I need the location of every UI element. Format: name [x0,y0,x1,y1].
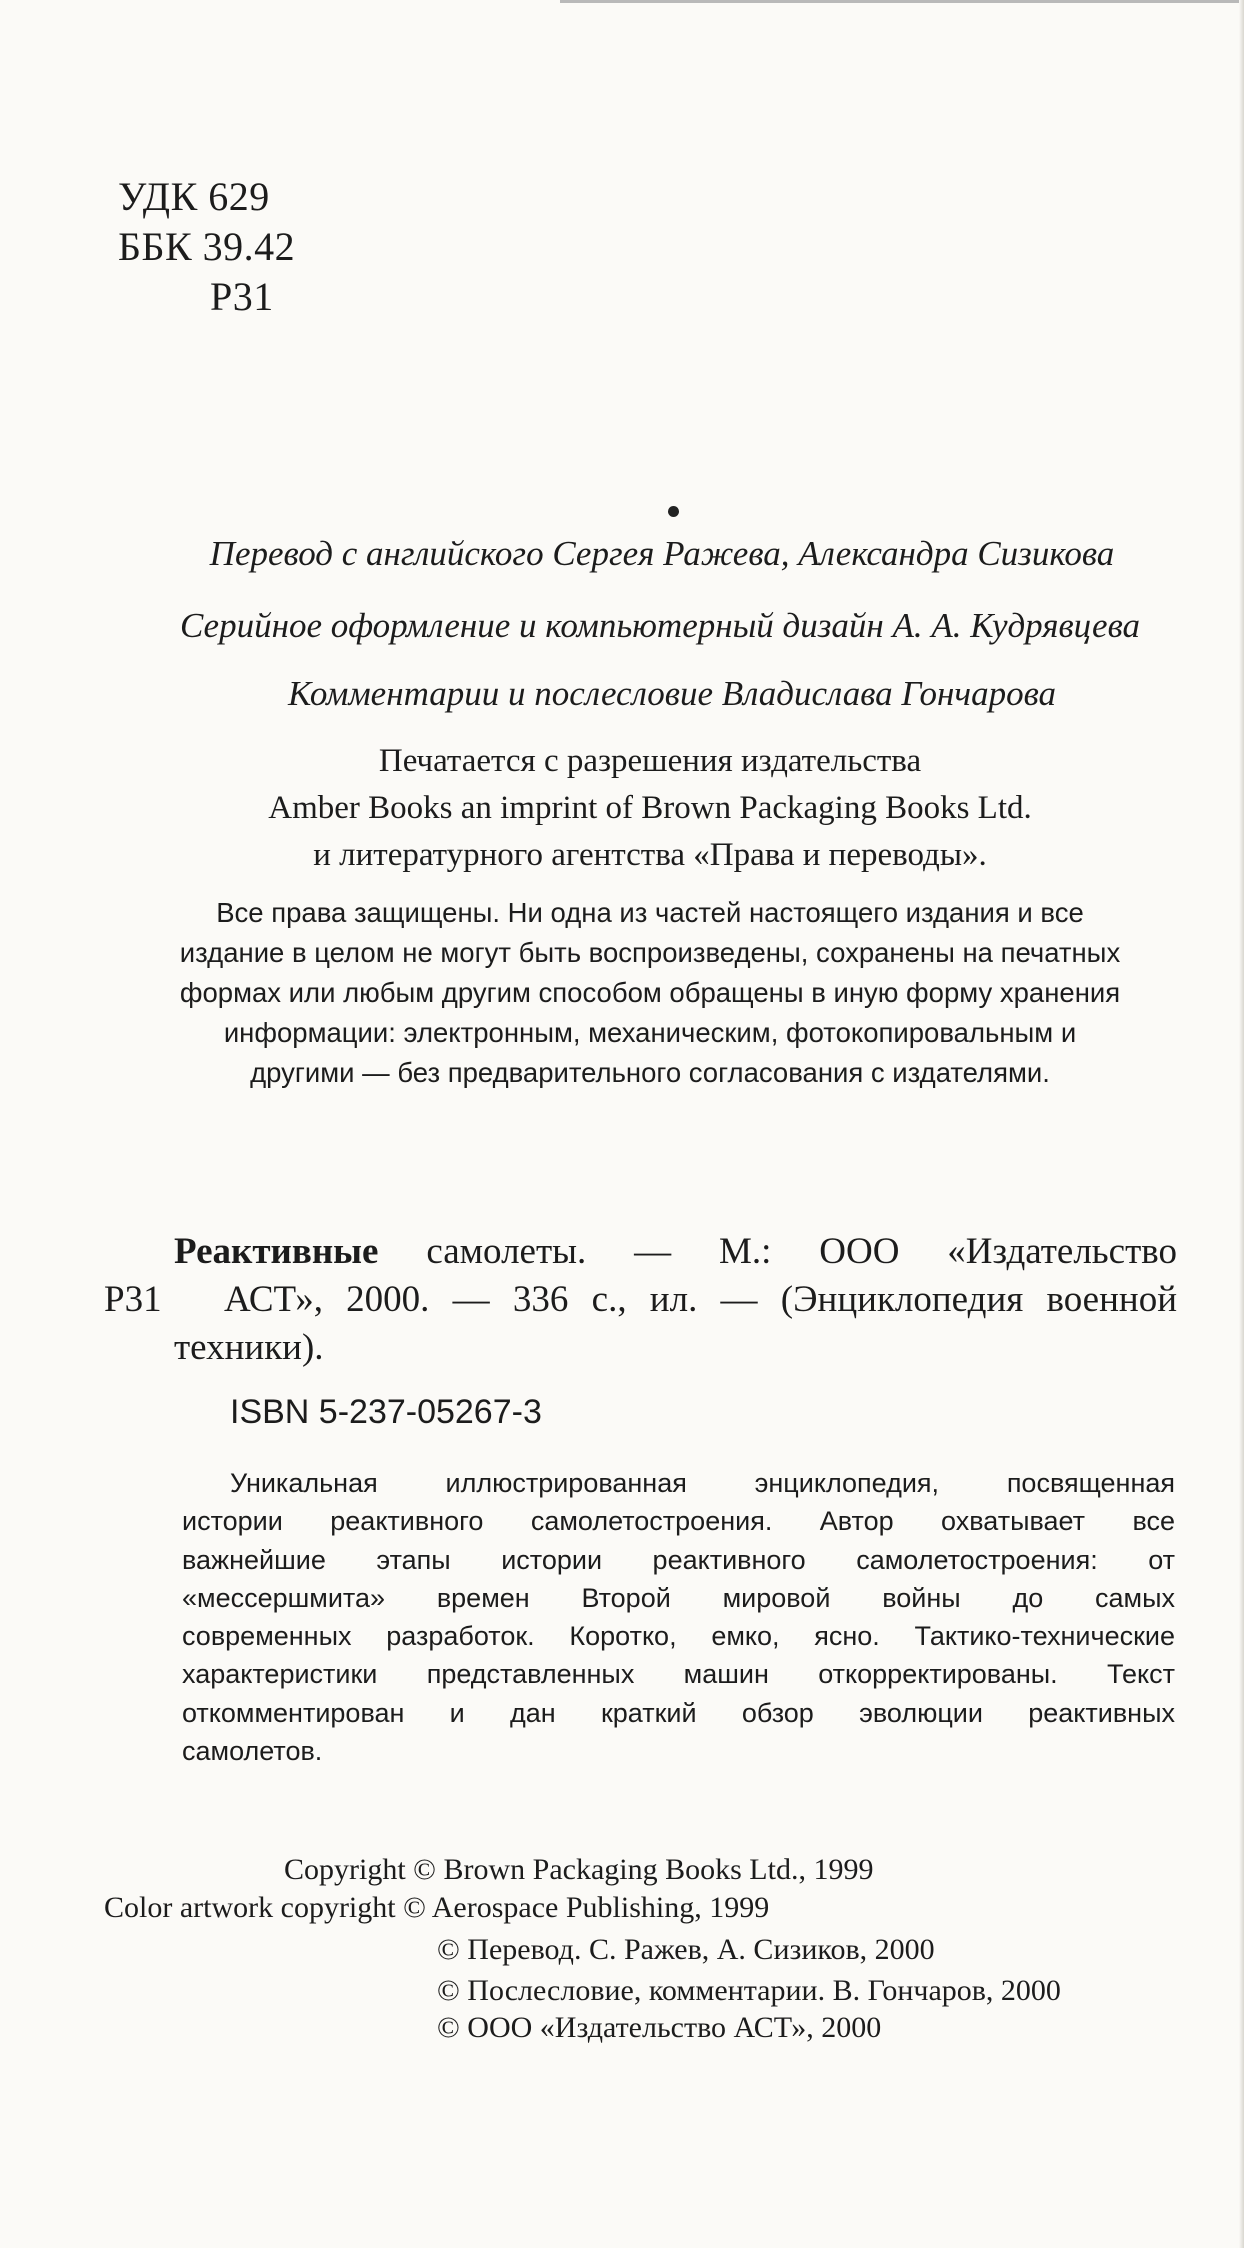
catalog-line-1 [174,1228,1177,1276]
copyright-line-1: Copyright © Brown Packaging Books Ltd., 1999 [284,1853,874,1886]
abstract-line: «мессершмита» времен Второй мировой войны до самых [182,1582,1175,1613]
design-credit: Серийное оформление и компьютерный дизайн А. А. Кудрявцева [179,606,1141,645]
udk-code: УДК 629 [118,174,270,219]
isbn: ISBN 5-237-05267-3 [230,1393,542,1431]
author-sign-code: Р31 [210,274,274,319]
copyright-line-2: Color artwork copyright © Aerospace Publishing, 1999 [104,1891,770,1924]
rights-line-1: Все права защищены. Ни одна из частей настоящего издания и все [216,897,1084,928]
rights-line-4: информации: электронным, механическим, фотокопировальным и [223,1017,1077,1048]
catalog-line-3: техники). [174,1327,324,1368]
catalog-line-2: АСТ», 2000. — 336 с., ил. — (Энциклопедия военной [224,1279,1177,1320]
copyright-line-5: © ООО «Издательство АСТ», 2000 [437,2011,882,2044]
catalog-line-1-rest: самолеты. — М.: ООО «Издательство [426,1231,1177,1272]
abstract-line: истории реактивного самолетостроения. Автор охватывает все [182,1506,1175,1537]
permission-line-1: Печатается с разрешения издательства [378,743,922,779]
scan-right-edge [1239,0,1244,2248]
bbk-code: ББК 39.42 [118,224,296,269]
abstract-line: современных разработок. Коротко, емко, ясно. Тактико-технические [182,1621,1175,1652]
abstract [182,1464,1175,1770]
rights-line-5: другими — без предварительного согласования с издателями. [250,1057,1050,1088]
scan-top-edge [560,0,1244,3]
abstract-line: характеристики представленных машин откорректированы. Текст [182,1659,1175,1690]
permission-line-2: Amber Books an imprint of Brown Packaging Books Ltd. [268,790,1032,826]
catalog-entry [174,1228,1177,1372]
copyright-line-4: © Послесловие, комментарии. В. Гончаров, 2000 [437,1974,1061,2007]
abstract-line: важнейшие этапы истории реактивного самолетостроения: от [182,1544,1175,1575]
rights-line-2: издание в целом не могут быть воспроизведены, сохранены на печатных [179,937,1121,968]
abstract-line: Уникальная иллюстрированная энциклопедия, посвященная [230,1468,1175,1498]
catalog-title: Реактивные [174,1231,379,1272]
rights-line-3: формах или любым другим способом обращены в иную форму хранения [179,977,1121,1008]
copyright-line-3: © Перевод. С. Ражев, А. Сизиков, 2000 [437,1933,935,1966]
abstract-line: самолетов. [182,1736,323,1767]
permission-line-3: и литературного агентства «Права и переводы». [313,837,987,873]
translation-credit: Перевод с английского Сергея Ражева, Александра Сизикова [209,534,1115,573]
abstract-line: откомментирован и дан краткий обзор эволюции реактивных [182,1697,1175,1728]
commentary-credit: Комментарии и послесловие Владислава Гончарова [287,674,1057,713]
bullet-mark [668,506,679,517]
catalog-code: Р31 [104,1279,162,1320]
